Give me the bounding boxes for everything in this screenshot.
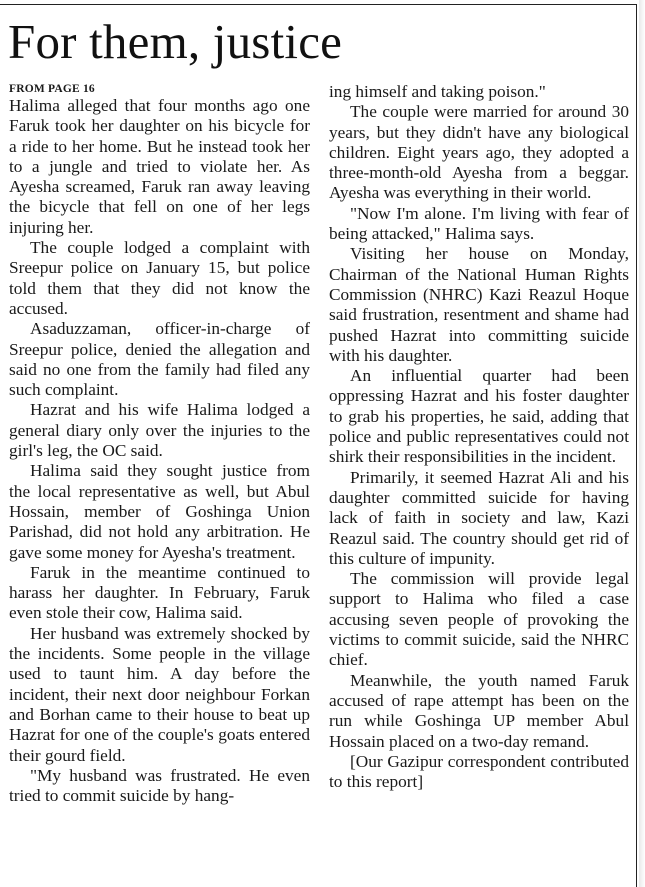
paragraph: "My husband was frustrated. He even tried to commit suicide by hang-	[9, 765, 310, 806]
correspondent-credit: [Our Gazipur correspondent contributed to this report]	[329, 751, 629, 792]
paragraph-continued: ing himself and taking poison."	[329, 82, 546, 101]
paragraph: An influential quarter had been oppressing Hazrat and his foster daughter to grab his properties, he said, adding that police and public representatives could not shirk their responsibilities in the incident.	[329, 366, 629, 467]
paragraph: Faruk in the meantime continued to harass her daughter. In February, Faruk even stole their cow, Halima said.	[9, 562, 310, 623]
paragraph: Primarily, it seemed Hazrat Ali and his daughter committed suicide for having lack of faith in society and law, Kazi Reazul said. The country should get rid of this culture of impunity.	[329, 467, 629, 568]
headline: For them, justice	[8, 14, 343, 69]
page-border-top	[0, 4, 637, 5]
paragraph: Halima said they sought justice from the local representative as well, but Abul Hossain, member of Goshinga Union Parishad, did not hold any arbitration. He gave some money for Ayesha's treatment.	[9, 461, 310, 562]
paragraph: The couple lodged a complaint with Sreepur police on January 15, but police told them that they did not know the accused.	[9, 238, 310, 318]
paragraph: "Now I'm alone. I'm living with fear of being attacked," Halima says.	[329, 203, 629, 244]
article-column-right	[329, 82, 629, 792]
paragraph: Her husband was extremely shocked by the incidents. Some people in the village used to taunt him. A day before the incident, their next door neighbour Forkan and Borhan came to their house to beat up Hazrat for one of the couple's goats entered their gourd field.	[9, 623, 310, 765]
page-border-right	[636, 4, 637, 887]
paragraph: Hazrat and his wife Halima lodged a general diary only over the injuries to the girl's leg, the OC said.	[9, 400, 310, 461]
paragraph: Visiting her house on Monday, Chairman of the National Human Rights Commission (NHRC) Kazi Reazul Hoque said frustration, resentment and shame had pushed Hazrat into committing suicide with his daughter.	[329, 244, 629, 365]
page-edge	[639, 0, 645, 887]
paragraph: The couple were married for around 30 years, but they didn't have any biological children. Eight years ago, they adopted a three-month-old Ayesha from a beggar. Ayesha was everything in their world.	[329, 102, 629, 203]
paragraph: The commission will provide legal support to Halima who filed a case accusing seven people of provoking the victims to commit suicide, said the NHRC chief.	[329, 569, 629, 670]
paragraph: Asaduzzaman, officer-in-charge of Sreepur police, denied the allegation and said no one from the family had filed any such complaint.	[9, 319, 310, 400]
paragraph: Halima alleged that four months ago one Faruk took her daughter on his bicycle for a ride to her home. But he instead took her to a jungle and tried to violate her. As Ayesha screamed, Faruk ran away leaving the bicycle that fell on one of her legs injuring her.	[9, 96, 310, 237]
paragraph: Meanwhile, the youth named Faruk accused of rape attempt has been on the run while Goshinga UP member Abul Hossain placed on a two-day remand.	[329, 670, 629, 751]
kicker: FROM PAGE 16	[9, 83, 95, 95]
article-column-left	[9, 82, 310, 806]
